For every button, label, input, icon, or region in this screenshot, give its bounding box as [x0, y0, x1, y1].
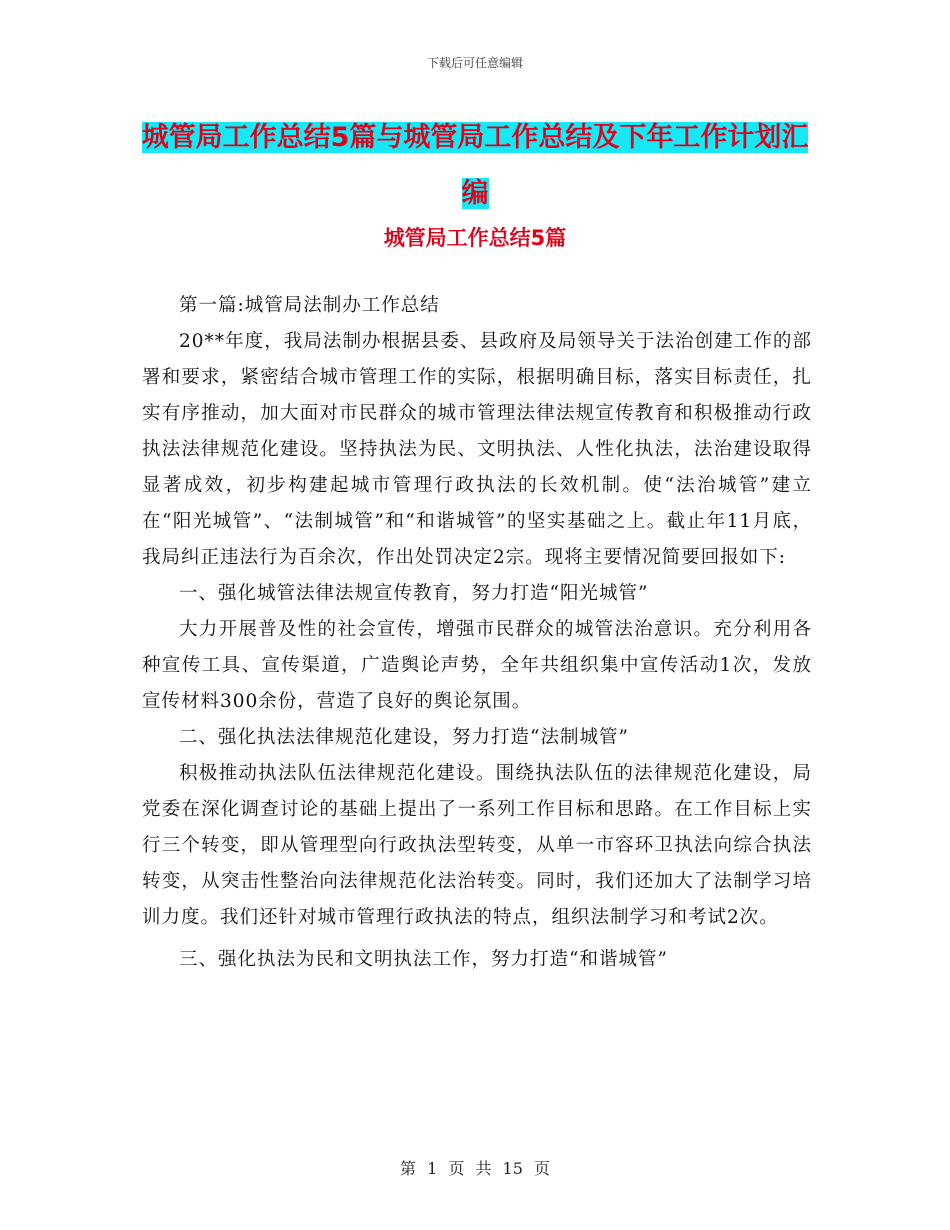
document-title-text: 城管局工作总结5篇与城管局工作总结及下年工作计划汇编 [141, 122, 809, 209]
section-heading: 二、强化执法法律规范化建设，努力打造“法制城管” [179, 727, 629, 748]
section-title: 城管局工作总结5篇 [383, 226, 567, 250]
chapter-heading: 第一篇:城管局法制办工作总结 [179, 295, 440, 316]
body-paragraph: 大力开展普及性的社会宣传，增强市民群众的城管法治意识。充分利用各种宣传工具、宣传渠道，广造舆论声势，全年共组织集中宣传活动1次，发放宣传材料300余份，营造了良好的舆论氛围。 [142, 619, 812, 712]
document-title [140, 110, 810, 222]
section-heading: 三、强化执法为民和文明执法工作，努力打造“和谐城管” [179, 949, 668, 970]
body-paragraph: 20**年度，我局法制办根据县委、县政府及局领导关于法治创建工作的部署和要求，紧密结合城市管理工作的实际，根据明确目标，落实目标责任，扎实有序推动，加大面对市民群众的城市管理法律法规宣传教育和积极推动行政执法法律规范化建设。坚持执法为民、文明执法、人性化执法，法治建设取得显著成效，初步构建起城市管理行政执法的长效机制。使“法治城管”建立在“阳光城管”、“法制城管”和“和谐城管”的坚实基础之上。截止年11月底，我局纠正违法行为百余次，作出处罚决定2宗。现将主要情况简要回报如下: [142, 331, 812, 568]
page-footer: 第 1 页 共 15 页 [400, 1159, 550, 1178]
header-note: 下载后可任意编辑 [426, 56, 523, 70]
section-heading: 一、强化城管法律法规宣传教育，努力打造“阳光城管” [179, 583, 649, 604]
body-paragraph: 积极推动执法队伍法律规范化建设。围绕执法队伍的法律规范化建设，局党委在深化调查讨论的基础上提出了一系列工作目标和思路。在工作目标上实行三个转变，即从管理型向行政执法型转变，从单一市容环卫执法向综合执法转变，从突击性整治向法律规范化法治转变。同时，我们还加大了法制学习培训力度。我们还针对城市管理行政执法的特点，组织法制学习和考试2次。 [142, 763, 812, 928]
document-body [142, 288, 812, 978]
